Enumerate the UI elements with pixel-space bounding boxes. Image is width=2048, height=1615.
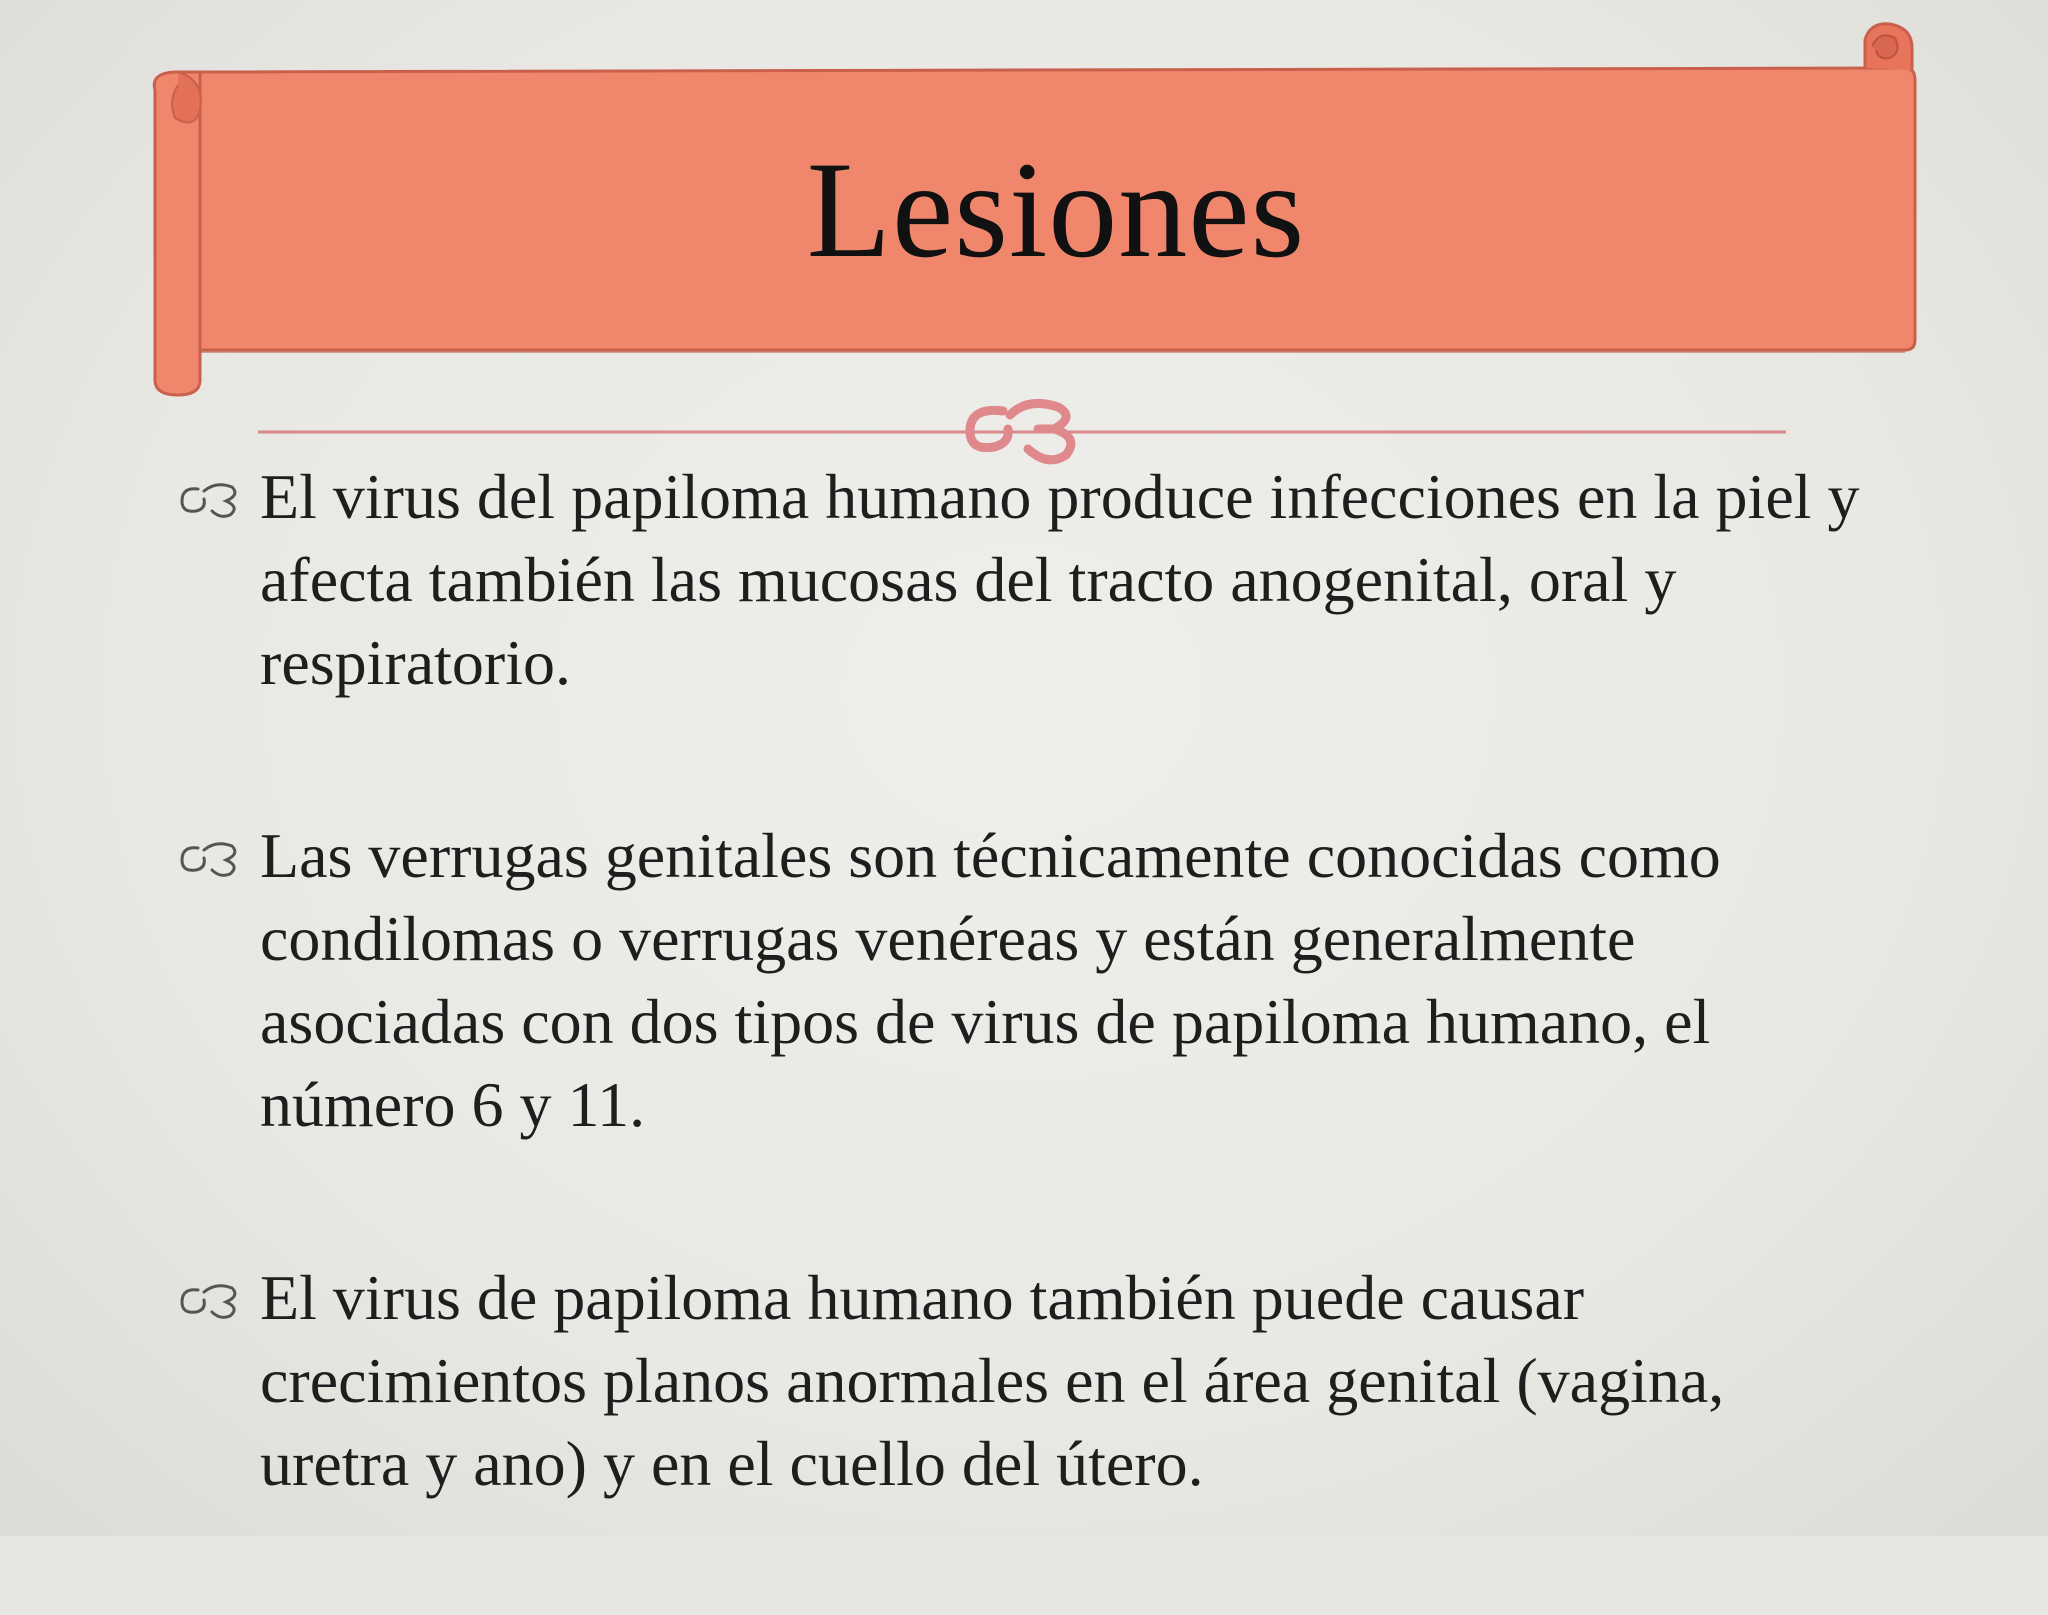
bullet-text: Las verrugas genitales son técnicamente conocidas como condilomas o verrugas venéreas y están generalmente asociadas con dos tipos de virus de papiloma humano, el número 6 y 11. <box>260 820 1721 1140</box>
bullet-text: El virus del papiloma humano produce infecciones en la piel y afecta también las mucosas del tracto anogenital, oral y respiratorio. <box>260 461 1860 698</box>
slide-title: Lesiones <box>806 133 1306 286</box>
ornament-divider <box>258 385 1786 465</box>
bullet-item <box>176 1256 1876 1505</box>
bullet-item <box>176 814 1876 1146</box>
bullet-text: El virus de papiloma humano también puede causar crecimientos planos anormales en el área genital (vagina, uretra y ano) y en el cuello del útero. <box>260 1262 1725 1499</box>
bullet-item <box>176 455 1876 704</box>
curly-ornament-icon <box>176 477 242 521</box>
curly-ornament-icon <box>176 836 242 880</box>
curly-ornament-icon <box>176 1278 242 1322</box>
bullet-list <box>176 455 1876 1615</box>
